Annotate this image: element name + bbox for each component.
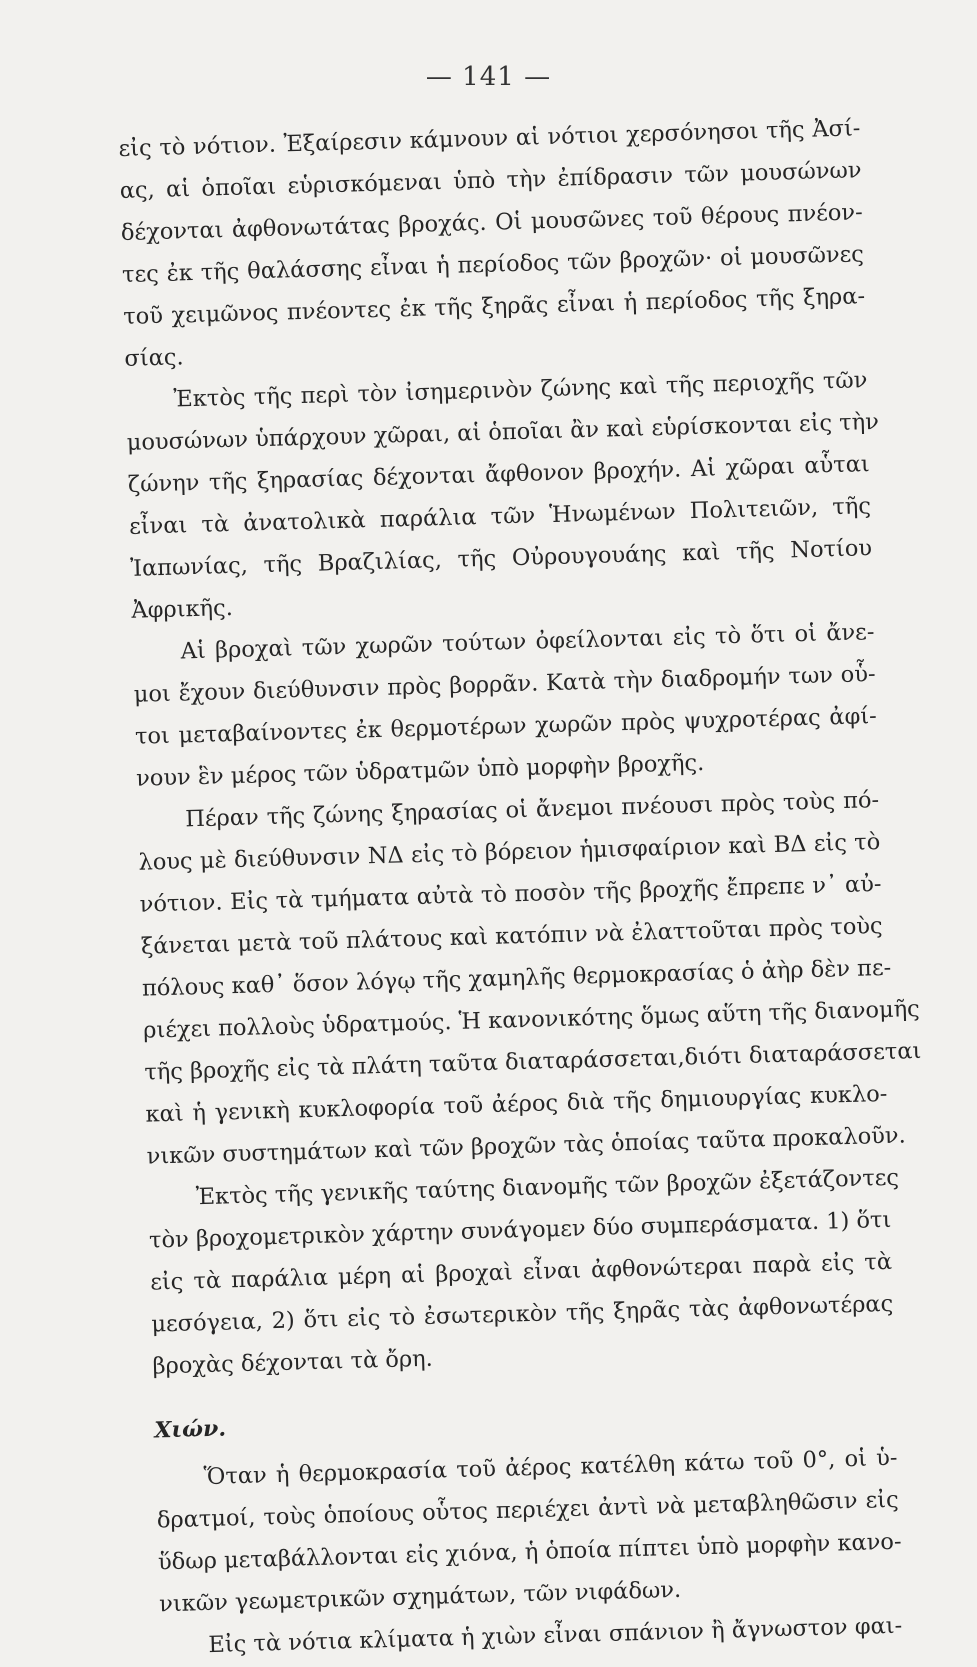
text-line: ὕδωρ μεταβάλλονται εἰς χιόνα, ἡ ὁποία πίπτει ὑπὸ μορφὴν κανο-	[157, 1528, 902, 1576]
text-line: Αἱ βροχαὶ τῶν χωρῶν τούτων ὀφείλονται εἰς τὸ ὅτι οἱ ἄνε-	[180, 619, 875, 665]
paragraphs-before-heading	[118, 107, 922, 1387]
text-line: τῆς βροχῆς εἰς τὰ πλάτη ταῦτα διαταράσσεται,διότι διαταράσσεται	[144, 1037, 922, 1086]
text-line: ριέχει πολλοὺς ὑδρατμούς. Ἡ κανονικότης ὅμως αὕτη τῆς διανομῆς	[142, 995, 921, 1044]
body-text	[118, 107, 922, 1667]
text-line: μουσώνων ὑπάρχουν χῶραι, αἱ ὁποῖαι ἂν καὶ εὑρίσκονται εἰς τὴν	[126, 408, 880, 456]
text-line: Ἰαπωνίας, τῆς Βραζιλίας, τῆς Οὐρουγουάης καὶ τῆς Νοτίου	[129, 535, 873, 582]
text-line: δρατμοί, τοὺς ὁποίους οὗτος περιέχει ἀντὶ νὰ μεταβληθῶσιν εἰς	[156, 1486, 899, 1534]
text-line: τὸν βροχομετρικὸν χάρτην συνάγομεν δύο συμπεράσματα. 1) ὅτι	[148, 1206, 892, 1254]
text-line: Ἐκτὸς τῆς γενικῆς ταύτης διανομῆς τῶν βροχῶν ἐξετάζοντες	[195, 1164, 900, 1211]
text-line: δέχονται ἀφθονωτάτας βροχάς. Οἱ μουσῶνες τοῦ θέρους πνέον-	[120, 199, 864, 246]
section-heading: Χιών.	[154, 1415, 227, 1444]
text-line: νικῶν συστημάτων καὶ τῶν βροχῶν τὰς ὁποίας ταῦτα προκαλοῦν.	[146, 1122, 907, 1170]
text-line: τες ἐκ τῆς θαλάσσης εἶναι ἡ περίοδος τῶν βροχῶν· οἱ μουσῶνες	[121, 241, 865, 288]
text-line: νουν ἓν μέρος τῶν ὑδρατμῶν ὑπὸ μορφὴν βροχῆς.	[135, 749, 705, 792]
text-line: ζώνην τῆς ξηρασίας δέχονται ἄφθονον βροχήν. Αἱ χῶραι αὗται	[127, 451, 871, 498]
text-line: Ὅταν ἡ θερμοκρασία τοῦ ἀέρος κατέλθη κάτω τοῦ 0°, οἱ ὑ-	[203, 1444, 898, 1491]
text-line: τοῦ χειμῶνος πνέοντες ἐκ τῆς ξηρᾶς εἶναι ἡ περίοδος τῆς ξηρα-	[122, 283, 866, 330]
paragraphs-after-heading	[155, 1437, 903, 1667]
text-line: Ἀφρικῆς.	[131, 594, 234, 624]
text-line: ξάνεται μετὰ τοῦ πλάτους καὶ κατόπιν νὰ ἐλαττοῦται πρὸς τοὺς	[140, 912, 883, 960]
page-number: — 141 —	[425, 62, 552, 92]
text-line: εἰς τὸ νότιον. Ἐξαίρεσιν κάμνουν αἱ νότιοι χερσόνησοι τῆς Ἀσί-	[118, 115, 861, 162]
text-line: καὶ ἡ γενικὴ κυκλοφορία τοῦ ἀέρος διὰ τῆς δημιουργίας κυκλο-	[145, 1080, 888, 1128]
text-line: μεσόγεια, 2) ὅτι εἰς τὸ ἐσωτερικὸν τῆς ξηρᾶς τὰς ἀφθονωτέρας	[151, 1290, 894, 1338]
text-line: εἰς τὰ παράλια μέρη αἱ βροχαὶ εἶναι ἀφθονώτεραι παρὰ εἰς τὰ	[149, 1248, 893, 1296]
text-line: Ἐκτὸς τῆς περὶ τὸν ἰσημερινὸν ζώνης καὶ τῆς περιοχῆς τῶν	[173, 367, 868, 413]
text-line: εἶναι τὰ ἀνατολικὰ παράλια τῶν Ἡνωμένων Πολιτειῶν, τῆς	[128, 493, 872, 540]
text-line: Πέραν τῆς ζώνης ξηρασίας οἱ ἄνεμοι πνέουσι πρὸς τοὺς πό-	[184, 787, 880, 833]
text-line: λους μὲ διεύθυνσιν ΝΔ εἰς τὸ βόρειον ἡμισφαίριον καὶ ΒΔ εἰς τὸ	[138, 829, 881, 876]
text-line: τοι μεταβαίνοντες ἐκ θερμοτέρων χωρῶν πρὸς ψυχροτέρας ἀφί-	[134, 703, 878, 750]
text-line: ας, αἱ ὁποῖαι εὑρισκόμεναι ὑπὸ τὴν ἐπίδρασιν τῶν μουσώνων	[119, 157, 862, 204]
text-line: σίας.	[124, 344, 184, 372]
text-line: νικῶν γεωμετρικῶν σχημάτων, τῶν νιφάδων.	[158, 1576, 682, 1618]
text-line: πόλους καθ᾽ ὅσον λόγῳ τῆς χαμηλῆς θερμοκρασίας ὁ ἀὴρ δὲν πε-	[141, 954, 892, 1002]
text-line: μοι ἔχουν διεύθυνσιν πρὸς βορρᾶν. Κατὰ τὴν διαδρομήν των οὗ-	[133, 661, 876, 708]
text-line: νότιον. Εἰς τὰ τμήματα αὐτὰ τὸ ποσὸν τῆς βροχῆς ἔπρεπε ν᾽ αὐ-	[139, 870, 882, 918]
text-line: βροχὰς δέχονται τὰ ὄρη.	[152, 1345, 434, 1380]
text-line: Εἰς τὰ νότια κλίματα ἡ χιὼν εἶναι σπάνιον ἢ ἄγνωστον φαι-	[208, 1612, 903, 1659]
